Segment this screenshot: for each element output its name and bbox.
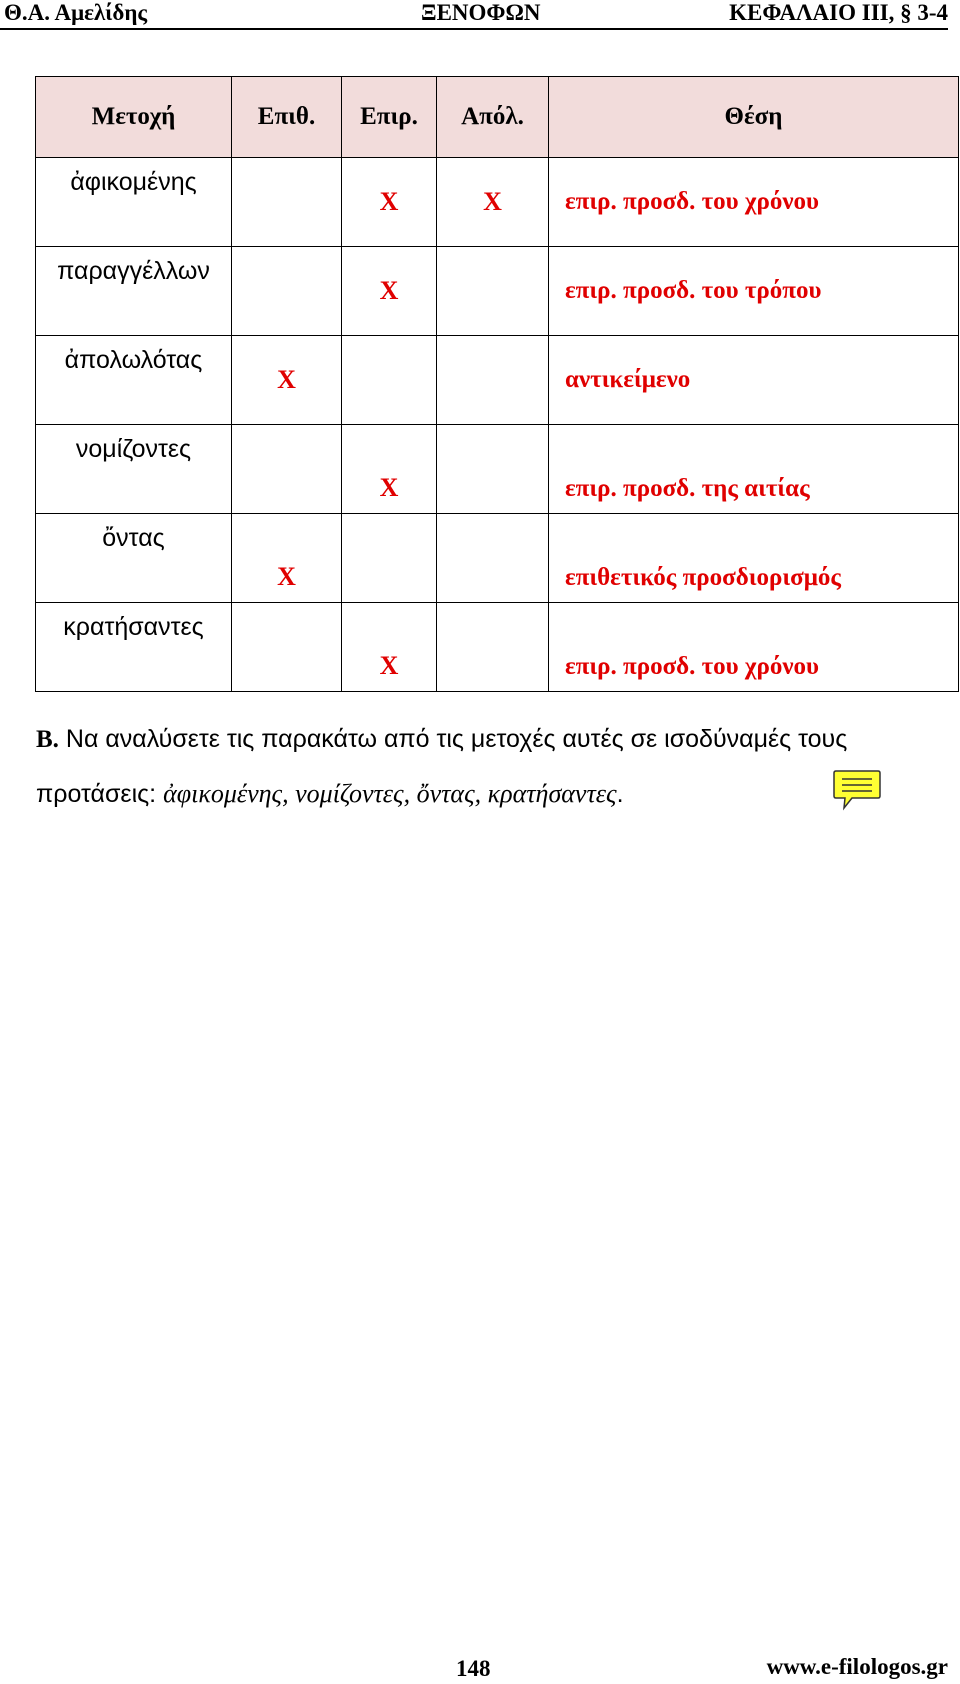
- exercise-b: [36, 712, 948, 821]
- page-number: 148: [456, 1656, 491, 1681]
- col-header-adverbial: Επιρ.: [342, 77, 437, 158]
- table-row: [36, 336, 959, 425]
- exercise-end: .: [616, 780, 624, 808]
- attributive-mark: X: [232, 336, 342, 425]
- adverbial-mark: X: [342, 425, 437, 514]
- table-header-row: [36, 77, 959, 158]
- table-row: [36, 425, 959, 514]
- attributive-mark: X: [232, 514, 342, 603]
- absolute-mark: X: [437, 158, 549, 247]
- page-header: [0, 0, 948, 30]
- exercise-words: ἀφικομένης, νομίζοντες, ὄντας, κρατήσαντες: [163, 779, 617, 808]
- participle-cell: νομίζοντες: [36, 425, 232, 514]
- participle-cell: ἀφικομένης: [36, 158, 232, 247]
- adverbial-mark: X: [342, 247, 437, 336]
- col-header-absolute: Απόλ.: [437, 77, 549, 158]
- col-header-position: Θέση: [549, 77, 959, 158]
- exercise-instruction: Να αναλύσετε τις παρακάτω από τις μετοχές αυτές σε ισοδύναμές τους προτάσεις:: [36, 725, 848, 808]
- comment-note-icon[interactable]: [832, 768, 882, 812]
- participle-cell: παραγγέλλων: [36, 247, 232, 336]
- header-title: ΞΕΝΟΦΩΝ: [421, 0, 541, 25]
- header-chapter: ΚΕΦΑΛΑΙΟ III, § 3-4: [729, 0, 948, 25]
- absolute-mark: [437, 336, 549, 425]
- adverbial-mark: X: [342, 158, 437, 247]
- absolute-mark: [437, 603, 549, 692]
- position-cell: επιθετικός προσδιορισμός: [549, 514, 959, 603]
- position-cell: αντικείμενο: [549, 336, 959, 425]
- attributive-mark: [232, 425, 342, 514]
- participle-cell: ἀπολωλότας: [36, 336, 232, 425]
- absolute-mark: [437, 425, 549, 514]
- table-row: [36, 247, 959, 336]
- table-row: [36, 158, 959, 247]
- attributive-mark: [232, 603, 342, 692]
- col-header-attributive: Επιθ.: [232, 77, 342, 158]
- adverbial-mark: [342, 336, 437, 425]
- participle-cell: ὄντας: [36, 514, 232, 603]
- adverbial-mark: X: [342, 603, 437, 692]
- table-row: [36, 514, 959, 603]
- adverbial-mark: [342, 514, 437, 603]
- header-author: Θ.Α. Αμελίδης: [4, 0, 148, 25]
- col-header-participle: Μετοχή: [36, 77, 232, 158]
- absolute-mark: [437, 247, 549, 336]
- exercise-label: Β.: [36, 726, 59, 753]
- position-cell: επιρ. προσδ. του τρόπου: [549, 247, 959, 336]
- table-row: [36, 603, 959, 692]
- participle-table: [35, 76, 959, 692]
- absolute-mark: [437, 514, 549, 603]
- position-cell: επιρ. προσδ. του χρόνου: [549, 158, 959, 247]
- position-cell: επιρ. προσδ. της αιτίας: [549, 425, 959, 514]
- attributive-mark: [232, 247, 342, 336]
- site-link[interactable]: www.e-filologos.gr: [766, 1654, 948, 1679]
- participle-cell: κρατήσαντες: [36, 603, 232, 692]
- attributive-mark: [232, 158, 342, 247]
- position-cell: επιρ. προσδ. του χρόνου: [549, 603, 959, 692]
